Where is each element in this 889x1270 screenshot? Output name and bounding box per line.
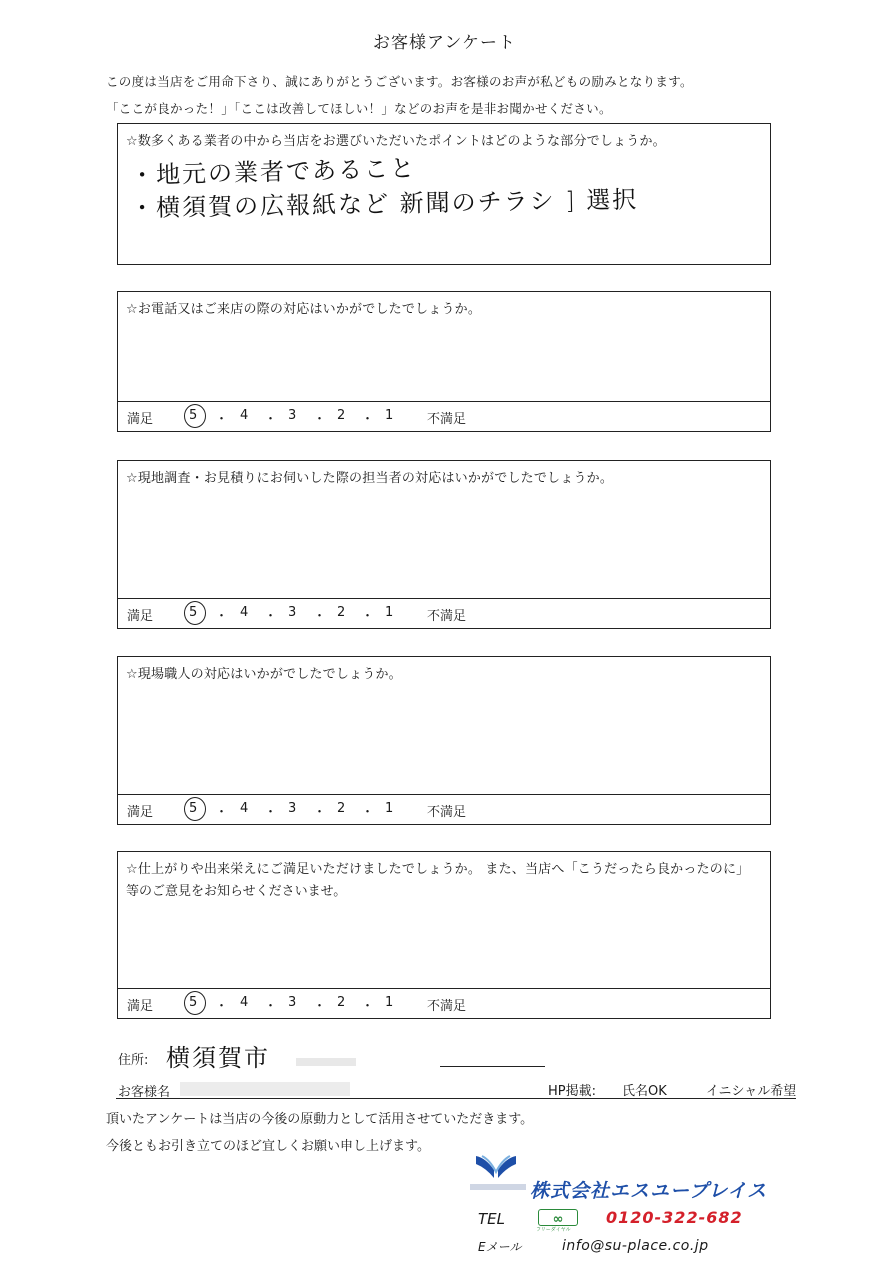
freedial-icon: ∞ bbox=[538, 1209, 578, 1226]
rating-option-1[interactable]: 1 bbox=[385, 801, 394, 816]
rating-option-5[interactable]: 5 bbox=[189, 995, 198, 1010]
rating-option-3[interactable]: 3 bbox=[288, 801, 297, 816]
rating-satisfied-label: 満足 bbox=[127, 609, 154, 624]
rating-option-4[interactable]: 4 bbox=[240, 605, 249, 620]
rating-row-4[interactable]: 満足 5 ・ 4 ・ 3 ・ 2 ・ 1 不満足 bbox=[118, 794, 770, 824]
freedial-label: フリーダイヤル bbox=[536, 1227, 571, 1233]
rating-row-2[interactable]: 満足 5 ・ 4 ・ 3 ・ 2 ・ 1 不満足 bbox=[118, 401, 770, 431]
rating-row-5[interactable]: 満足 5 ・ 4 ・ 3 ・ 2 ・ 1 不満足 bbox=[118, 988, 770, 1018]
rating-option-3[interactable]: 3 bbox=[288, 408, 297, 423]
address-value: 横須賀市 bbox=[166, 1044, 270, 1072]
question-5-text: ☆仕上がりや出来栄えにご満足いただけましたでしょうか。 また、当店へ「こうだったら良かったのに」 bbox=[126, 862, 750, 877]
rating-row-3[interactable]: 満足 5 ・ 4 ・ 3 ・ 2 ・ 1 不満足 bbox=[118, 598, 770, 628]
rating-option-4[interactable]: 4 bbox=[240, 408, 249, 423]
rating-option-1[interactable]: 1 bbox=[385, 995, 394, 1010]
rating-satisfied-label: 満足 bbox=[127, 412, 154, 427]
rating-option-2[interactable]: 2 bbox=[337, 605, 346, 620]
question-5-box[interactable] bbox=[117, 851, 771, 1019]
question-4-text: ☆現場職人の対応はいかがでしたでしょうか。 bbox=[126, 667, 402, 682]
question-1-text: ☆数多くある業者の中から当店をお選びいただいたポイントはどのような部分でしょうか。 bbox=[126, 134, 666, 149]
closing-line-2: 今後ともお引き立てのほど宜しくお願い申し上げます。 bbox=[106, 1139, 430, 1154]
rating-option-3[interactable]: 3 bbox=[288, 995, 297, 1010]
rating-unsatisfied-label: 不満足 bbox=[427, 412, 467, 427]
question-3-text: ☆現地調査・お見積りにお伺いした際の担当者の対応はいかがでしたでしょうか。 bbox=[126, 471, 614, 486]
rating-option-3[interactable]: 3 bbox=[288, 605, 297, 620]
rating-option-5[interactable]: 5 bbox=[189, 408, 198, 423]
question-2-text: ☆お電話又はご来店の際の対応はいかがでしたでしょうか。 bbox=[126, 302, 482, 317]
question-5-text-2: 等のご意見をお知らせくださいませ。 bbox=[126, 884, 347, 899]
rating-option-5[interactable]: 5 bbox=[189, 801, 198, 816]
email-label: Eメール bbox=[478, 1240, 522, 1254]
question-3-box[interactable] bbox=[117, 460, 771, 629]
hp-option-name-ok[interactable]: 氏名OK bbox=[622, 1084, 667, 1099]
rating-option-2[interactable]: 2 bbox=[337, 408, 346, 423]
customer-label: お客様名 bbox=[118, 1085, 171, 1100]
rating-unsatisfied-label: 不満足 bbox=[427, 805, 467, 820]
rating-unsatisfied-label: 不満足 bbox=[427, 609, 467, 624]
address-underline bbox=[440, 1066, 545, 1067]
company-logo-icon bbox=[474, 1154, 518, 1182]
question-2-box[interactable] bbox=[117, 291, 771, 432]
logo-small-print bbox=[470, 1184, 526, 1190]
rating-option-2[interactable]: 2 bbox=[337, 995, 346, 1010]
rating-option-4[interactable]: 4 bbox=[240, 995, 249, 1010]
question-4-box[interactable] bbox=[117, 656, 771, 825]
tel-label: TEL bbox=[478, 1210, 505, 1228]
address-label: 住所: bbox=[118, 1053, 149, 1068]
question-1-box[interactable] bbox=[117, 123, 771, 265]
email-address[interactable]: info@su-place.co.jp bbox=[562, 1238, 709, 1254]
redaction bbox=[180, 1082, 350, 1096]
rating-option-1[interactable]: 1 bbox=[385, 408, 394, 423]
redaction bbox=[296, 1058, 356, 1066]
hp-option-initial[interactable]: イニシャル希望 bbox=[706, 1084, 797, 1099]
answer-1-line-1: ・地元の業者であること bbox=[129, 154, 417, 190]
rating-option-1[interactable]: 1 bbox=[385, 605, 394, 620]
rating-unsatisfied-label: 不満足 bbox=[427, 999, 467, 1014]
closing-line-1: 頂いたアンケートは当店の今後の原動力として活用させていただきます。 bbox=[106, 1112, 534, 1127]
intro-line-2: 「ここが良かった！」「ここは改善してほしい！」などのお声を是非お聞かせください。 bbox=[106, 101, 612, 116]
rating-satisfied-label: 満足 bbox=[127, 999, 154, 1014]
intro-line-1: この度は当店をご用命下さり、誠にありがとうございます。お客様のお声が私どもの励みとなります。 bbox=[106, 74, 693, 89]
phone-number[interactable]: 0120-322-682 bbox=[606, 1208, 743, 1227]
rating-satisfied-label: 満足 bbox=[127, 805, 154, 820]
hp-label: HP掲載: bbox=[548, 1084, 596, 1099]
company-name: 株式会社エスユープレイス bbox=[530, 1180, 768, 1202]
customer-underline bbox=[116, 1098, 796, 1099]
answer-1-line-2: ・横須賀の広報紙など 新聞のチラシ ] 選択 bbox=[129, 185, 639, 223]
page-title: お客様アンケート bbox=[373, 33, 516, 53]
rating-option-2[interactable]: 2 bbox=[337, 801, 346, 816]
rating-option-4[interactable]: 4 bbox=[240, 801, 249, 816]
rating-option-5[interactable]: 5 bbox=[189, 605, 198, 620]
